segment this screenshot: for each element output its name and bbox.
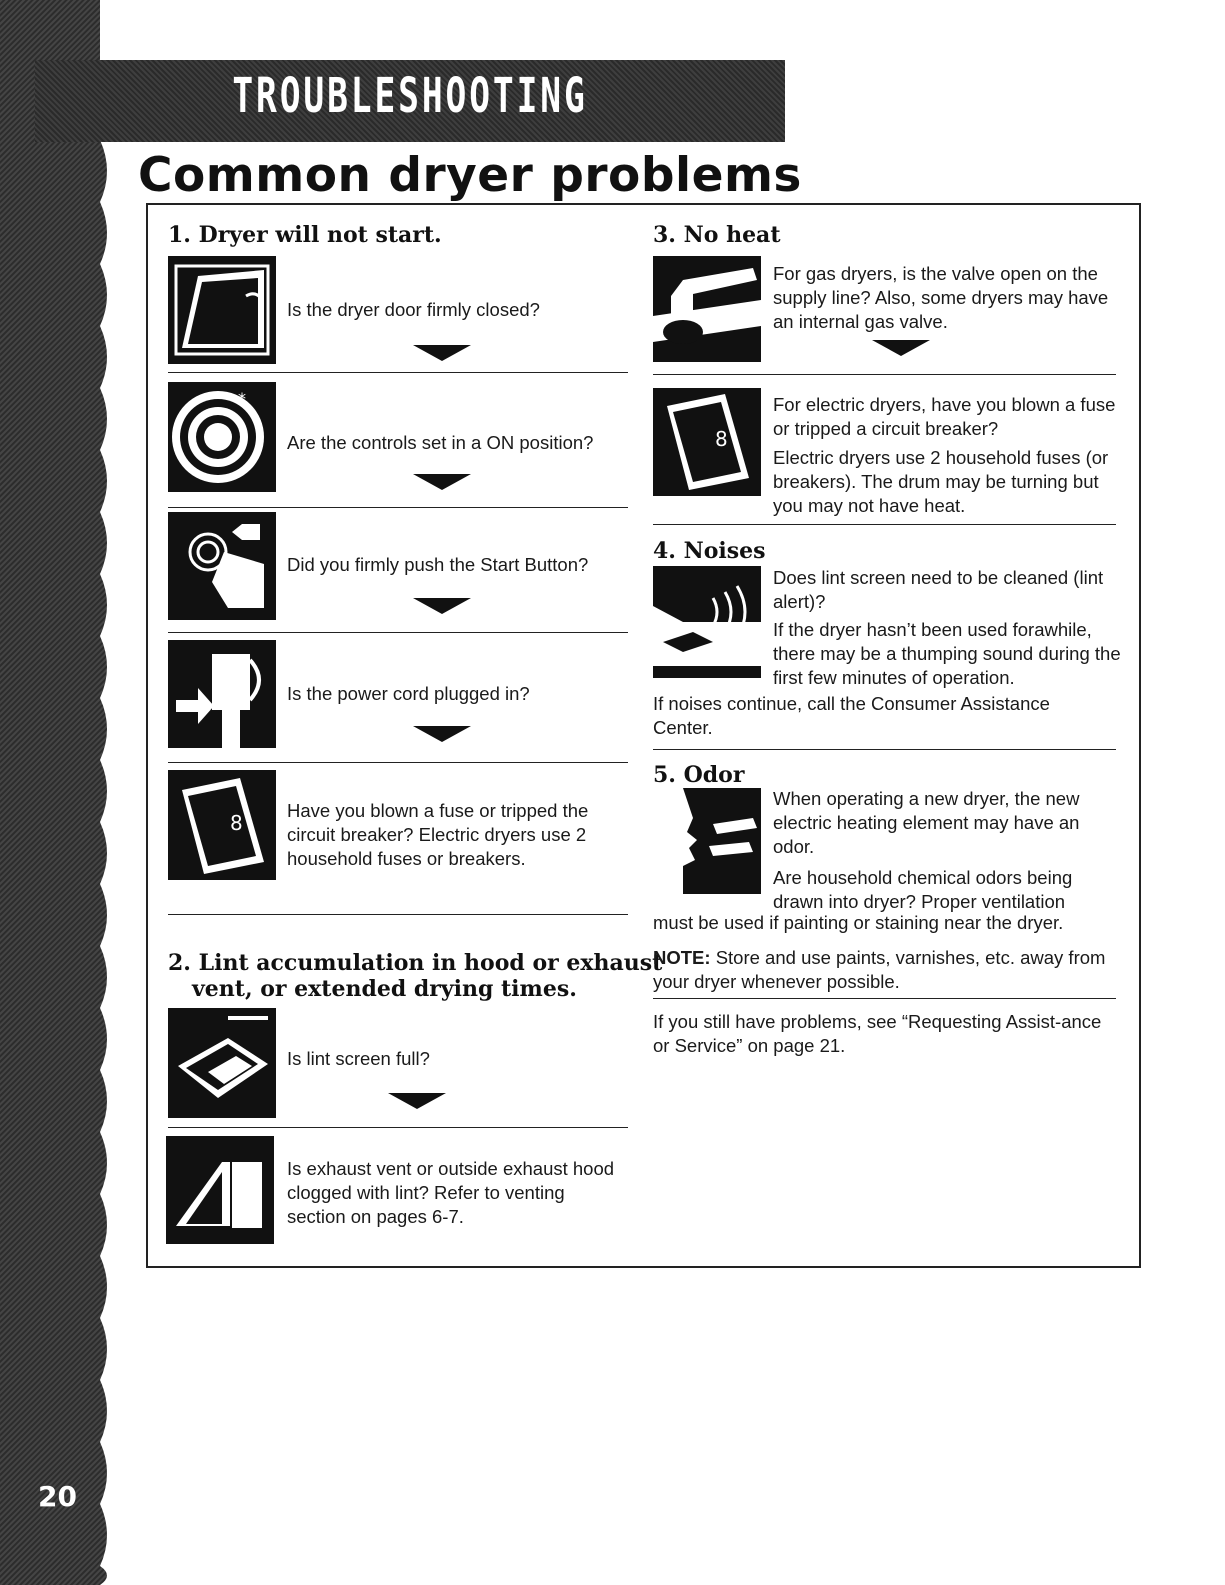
svg-text:8: 8 bbox=[715, 427, 728, 451]
noises-call-text: If noises continue, call the Consumer Assistance Center. bbox=[653, 693, 1050, 738]
odor-icon bbox=[653, 788, 761, 894]
divider bbox=[168, 507, 628, 508]
noise-icon bbox=[653, 566, 761, 678]
odor-chemical-text: Are household chemical odors being drawn into dryer? Proper ventilation bbox=[773, 867, 1073, 912]
noises-thumping-text: If the dryer hasn’t been used forawhile, there may be a thumping sound during the first few minutes of operation. bbox=[773, 619, 1121, 688]
down-arrow-icon bbox=[413, 726, 471, 742]
no-heat-electric-text: For electric dryers, have you blown a fuse or tripped a circuit breaker? bbox=[773, 394, 1116, 439]
down-arrow-icon bbox=[413, 345, 471, 361]
section-title-lint-line1: 2. Lint accumulation in hood or exhaust bbox=[168, 950, 663, 976]
note-text bbox=[653, 946, 1108, 994]
fuse-box-icon bbox=[168, 770, 276, 880]
down-arrow-icon bbox=[413, 598, 471, 614]
divider bbox=[653, 374, 1116, 375]
note-body: Store and use paints, varnishes, etc. away from your dryer whenever possible. bbox=[653, 947, 1106, 992]
lint-screen-icon bbox=[168, 1008, 276, 1118]
section-banner bbox=[35, 60, 785, 142]
divider bbox=[168, 372, 628, 373]
fuse-box-icon bbox=[653, 388, 761, 496]
no-heat-gas-text: For gas dryers, is the valve open on the supply line? Also, some dryers may have an internal gas valve. bbox=[773, 263, 1109, 332]
question-exhaust-hood: Is exhaust vent or outside exhaust hood clogged with lint? Refer to venting section on pages 6-7. bbox=[287, 1158, 615, 1227]
page-title: Common dryer problems bbox=[138, 148, 802, 203]
divider bbox=[168, 1127, 628, 1128]
odor-ventilation-text: must be used if painting or staining near the dryer. bbox=[653, 912, 1064, 933]
gas-valve-icon bbox=[653, 256, 761, 362]
divider bbox=[653, 524, 1116, 525]
dryer-door-icon bbox=[168, 256, 276, 364]
down-arrow-icon bbox=[413, 474, 471, 490]
decorative-spine bbox=[0, 0, 118, 1585]
down-arrow-icon bbox=[872, 340, 930, 356]
divider bbox=[653, 749, 1116, 750]
start-button-icon bbox=[168, 512, 276, 620]
question-door-closed: Is the dryer door firmly closed? bbox=[287, 299, 540, 320]
control-knob-icon bbox=[168, 382, 276, 492]
down-arrow-icon bbox=[388, 1093, 446, 1109]
question-controls-on: Are the controls set in a ON position? bbox=[287, 432, 594, 453]
section-title-noises: 4. Noises bbox=[653, 538, 766, 564]
closing-text: If you still have problems, see “Requesting Assist-ance or Service” on page 21. bbox=[653, 1011, 1102, 1056]
banner-title: TROUBLESHOOTING bbox=[232, 68, 588, 124]
exhaust-hood-icon bbox=[166, 1136, 274, 1244]
divider bbox=[168, 632, 628, 633]
section-title-lint-line2: vent, or extended drying times. bbox=[192, 976, 577, 1002]
divider bbox=[653, 998, 1116, 999]
svg-text:8: 8 bbox=[230, 811, 243, 835]
odor-new-dryer-text: When operating a new dryer, the new electric heating element may have an odor. bbox=[773, 788, 1080, 857]
noises-lint-text: Does lint screen need to be cleaned (lint alert)? bbox=[773, 567, 1104, 612]
divider bbox=[168, 914, 628, 915]
page-number: 20 bbox=[38, 1480, 77, 1513]
section-title-odor: 5. Odor bbox=[653, 762, 745, 788]
power-cord-icon bbox=[168, 640, 276, 748]
section-title-no-heat: 3. No heat bbox=[653, 222, 781, 248]
svg-text:*: * bbox=[238, 389, 246, 408]
section-title-dryer-will-not-start: 1. Dryer will not start. bbox=[168, 222, 442, 248]
no-heat-fuses-text: Electric dryers use 2 household fuses (or breakers). The drum may be turning but you may not have heat. bbox=[773, 447, 1109, 516]
divider bbox=[168, 762, 628, 763]
question-start-button: Did you firmly push the Start Button? bbox=[287, 554, 589, 575]
question-lint-screen: Is lint screen full? bbox=[287, 1048, 430, 1069]
note-label: NOTE: bbox=[653, 947, 711, 968]
question-fuse: Have you blown a fuse or tripped the circuit breaker? Electric dryers use 2 household fuses or breakers. bbox=[287, 800, 589, 869]
question-power-cord: Is the power cord plugged in? bbox=[287, 683, 530, 704]
